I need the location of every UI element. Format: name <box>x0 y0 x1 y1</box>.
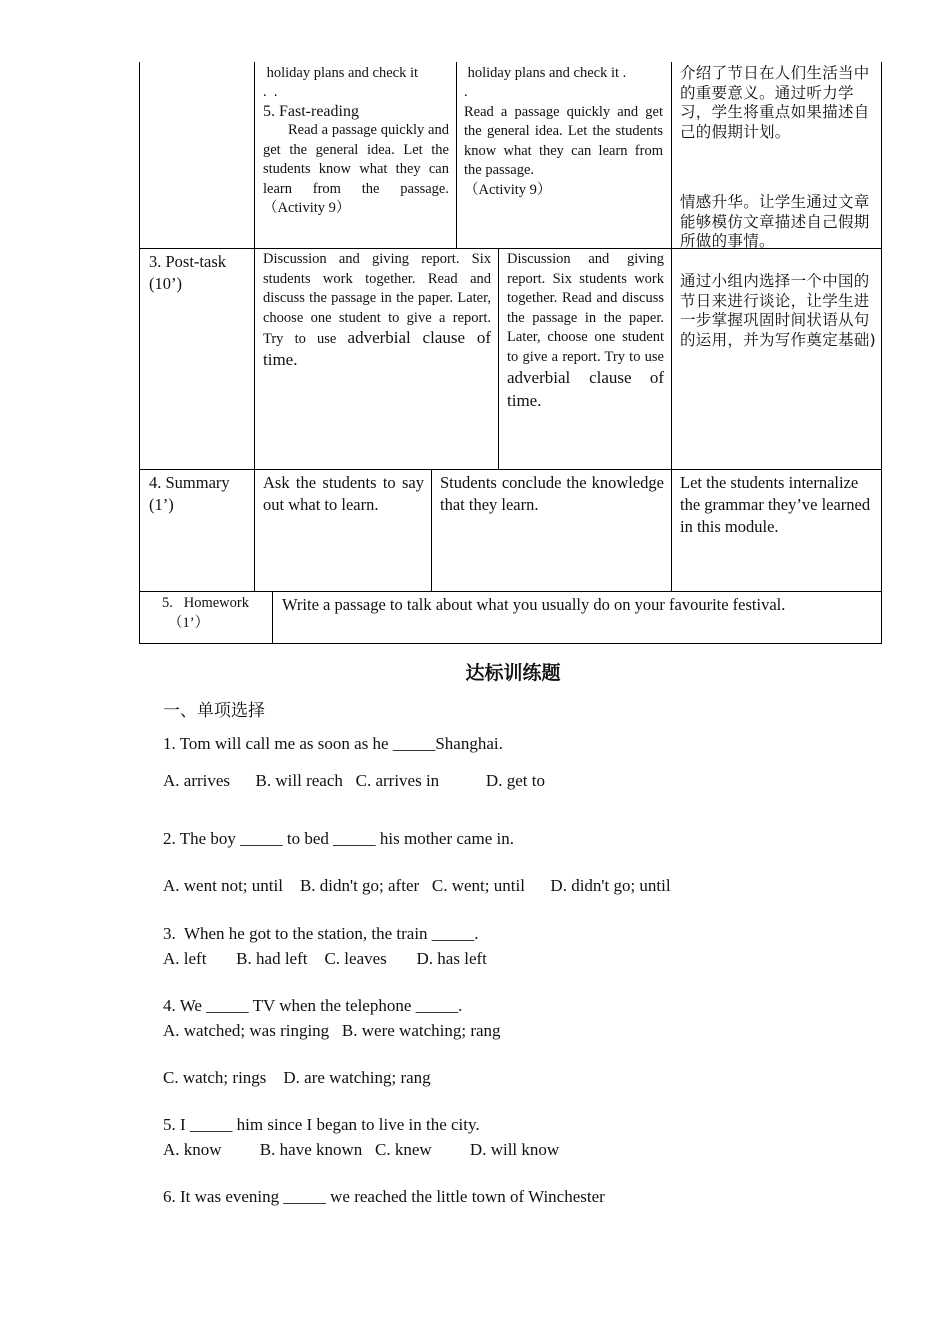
row2-student-text: Discussion and giving report. Six students work together. Read and discuss the passage in the paper. Later, choose one student to give a report. Try to use <box>507 251 664 365</box>
row1-purpose-p1: 介绍了节日在人们生活当中的重要意义。通过听力学习，学生将重点如果描述自己的假期计划。 <box>680 64 870 141</box>
question-4: 4. We _____ TV when the telephone _____. <box>163 996 463 1015</box>
row3-teacher: Ask the students to say out what to learn. <box>263 473 424 514</box>
question-5: 5. I _____ him since I began to live in the city. <box>163 1115 480 1134</box>
question-2: 2. The boy _____ to bed _____ his mother came in. <box>163 829 514 848</box>
row4-stage-line2: （1’） <box>168 614 210 631</box>
row3-purpose: Let the students internalize the grammar they’ve learned in this module. <box>680 473 871 536</box>
row1-student-activity: （Activity 9） <box>464 181 552 198</box>
row1-student-cell <box>464 64 663 200</box>
row1-teacher-cell <box>263 64 449 219</box>
question-6: 6. It was evening _____ we reached the little town of Winchester <box>163 1187 605 1206</box>
question-4-options-2: C. watch; rings D. are watching; rang <box>163 1068 431 1087</box>
row1-student-body: Read a passage quickly and get the general idea. Let the students know what they can learn from the passage. <box>464 103 663 178</box>
question-1-options: A. arrives B. will reach C. arrives in D. get to <box>163 771 545 790</box>
question-4-options: A. watched; was ringing B. were watching; rang <box>163 1021 501 1040</box>
exercise-title: 达标训练题 <box>465 662 561 684</box>
row2-teacher-cell <box>263 250 491 371</box>
row1-teacher-body: Read a passage quickly and get the general idea. Let the students know what they can learn from the passage.（Activity 9） <box>263 122 449 216</box>
question-1: 1. Tom will call me as soon as he _____Shanghai. <box>163 734 503 753</box>
row1-teacher-heading: 5. Fast-reading <box>263 102 359 120</box>
row4-stage <box>162 594 270 633</box>
row4-content: Write a passage to talk about what you usually do on your favourite festival. <box>282 595 786 614</box>
row3-student: Students conclude the knowledge that they learn. <box>440 473 664 514</box>
row1-student-line1: holiday plans and check it . <box>464 65 627 81</box>
row1-purpose-p2: 情感升华。让学生通过文章能够模仿文章描述自己假期所做的事情。 <box>680 193 870 250</box>
row1-teacher-line2: . . <box>263 83 278 100</box>
row1-student-line2: . <box>464 83 468 100</box>
row2-purpose: 通过小组内选择一个中国的节日来进行谈论，让学生进一步掌握巩固时间状语从句的运用，并为写作奠定基础) <box>680 272 876 349</box>
row2-teacher-text: Discussion and giving report. Six students work together. Read and discuss the passage in the paper. Later, choose one student to give a report. Try to use <box>263 251 491 347</box>
section-heading: 一、单项选择 <box>163 701 265 721</box>
row3-stage: 4. Summary (1’) <box>149 473 230 514</box>
row2-teacher-big: adverbial clause of time. <box>263 328 491 369</box>
question-2-options: A. went not; until B. didn't go; after C. went; until D. didn't go; until <box>163 876 671 895</box>
question-5-options: A. know B. have known C. knew D. will know <box>163 1140 560 1159</box>
row1-purpose-cell <box>680 64 876 252</box>
row1-teacher-line1: holiday plans and check it <box>263 65 419 81</box>
row4-stage-line1: 5. Homework <box>162 595 249 611</box>
row2-student-big2: of time. <box>507 368 665 410</box>
row2-stage: 3. Post-task (10’) <box>149 252 227 293</box>
row2-student-big1: adverbial clause <box>507 368 632 387</box>
question-3-options: A. left B. had left C. leaves D. has left <box>163 949 487 968</box>
row2-student-cell <box>507 250 664 412</box>
question-3: 3. When he got to the station, the train _____. <box>163 924 479 943</box>
